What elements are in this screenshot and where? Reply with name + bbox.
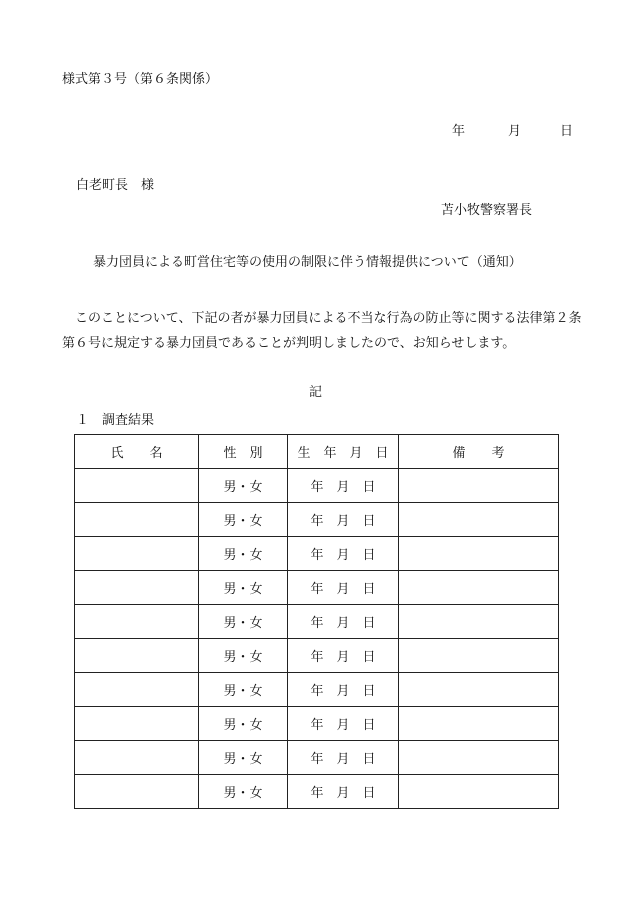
gender-cell: 男・女 — [199, 503, 288, 537]
table-header-row — [75, 435, 559, 469]
name-cell[interactable] — [75, 741, 199, 775]
date-day-label: 日 — [560, 124, 574, 139]
gender-cell: 男・女 — [199, 537, 288, 571]
body-text: このことについて、下記の者が暴力団員による不当な行為の防止等に関する法律第２条第６号に規定する暴力団員であることが判明しましたので、お知らせします。 — [62, 311, 582, 351]
name-cell[interactable] — [75, 707, 199, 741]
table-row — [75, 571, 559, 605]
gender-cell: 男・女 — [199, 639, 288, 673]
birthdate-cell: 年 月 日 — [288, 639, 399, 673]
name-cell[interactable] — [75, 639, 199, 673]
recipient: 白老町長 様 — [76, 178, 155, 193]
remarks-cell[interactable] — [399, 707, 559, 741]
table-row — [75, 537, 559, 571]
header-gender: 性 別 — [199, 435, 288, 469]
table-row — [75, 469, 559, 503]
birthdate-cell: 年 月 日 — [288, 741, 399, 775]
birthdate-cell: 年 月 日 — [288, 673, 399, 707]
remarks-cell[interactable] — [399, 673, 559, 707]
birthdate-cell: 年 月 日 — [288, 571, 399, 605]
remarks-cell[interactable] — [399, 571, 559, 605]
birthdate-cell: 年 月 日 — [288, 469, 399, 503]
birthdate-cell: 年 月 日 — [288, 503, 399, 537]
gender-cell: 男・女 — [199, 605, 288, 639]
section-heading: １ 調査結果 — [76, 413, 155, 428]
table-row — [75, 775, 559, 809]
gender-cell: 男・女 — [199, 775, 288, 809]
header-birthdate: 生 年 月 日 — [288, 435, 399, 469]
document-title: 暴力団員による町営住宅等の使用の制限に伴う情報提供について（通知） — [93, 255, 522, 270]
table-row — [75, 707, 559, 741]
header-remarks: 備 考 — [399, 435, 559, 469]
date-year-label: 年 — [452, 124, 466, 139]
remarks-cell[interactable] — [399, 503, 559, 537]
header-name: 氏 名 — [75, 435, 199, 469]
name-cell[interactable] — [75, 673, 199, 707]
birthdate-cell: 年 月 日 — [288, 775, 399, 809]
table-row — [75, 503, 559, 537]
table-row — [75, 605, 559, 639]
remarks-cell[interactable] — [399, 537, 559, 571]
result-table — [74, 434, 559, 809]
birthdate-cell: 年 月 日 — [288, 537, 399, 571]
remarks-cell[interactable] — [399, 605, 559, 639]
birthdate-cell: 年 月 日 — [288, 605, 399, 639]
gender-cell: 男・女 — [199, 741, 288, 775]
table-body — [75, 469, 559, 809]
name-cell[interactable] — [75, 571, 199, 605]
gender-cell: 男・女 — [199, 571, 288, 605]
form-number: 様式第３号（第６条関係） — [62, 72, 219, 87]
name-cell[interactable] — [75, 503, 199, 537]
gender-cell: 男・女 — [199, 673, 288, 707]
ki-marker: 記 — [309, 385, 323, 400]
table-row — [75, 673, 559, 707]
gender-cell: 男・女 — [199, 707, 288, 741]
table-row — [75, 639, 559, 673]
table-row — [75, 741, 559, 775]
remarks-cell[interactable] — [399, 741, 559, 775]
name-cell[interactable] — [75, 775, 199, 809]
sender: 苫小牧警察署長 — [441, 203, 533, 218]
name-cell[interactable] — [75, 537, 199, 571]
birthdate-cell: 年 月 日 — [288, 707, 399, 741]
name-cell[interactable] — [75, 605, 199, 639]
gender-cell: 男・女 — [199, 469, 288, 503]
name-cell[interactable] — [75, 469, 199, 503]
remarks-cell[interactable] — [399, 469, 559, 503]
date-month-label: 月 — [508, 124, 522, 139]
remarks-cell[interactable] — [399, 639, 559, 673]
remarks-cell[interactable] — [399, 775, 559, 809]
